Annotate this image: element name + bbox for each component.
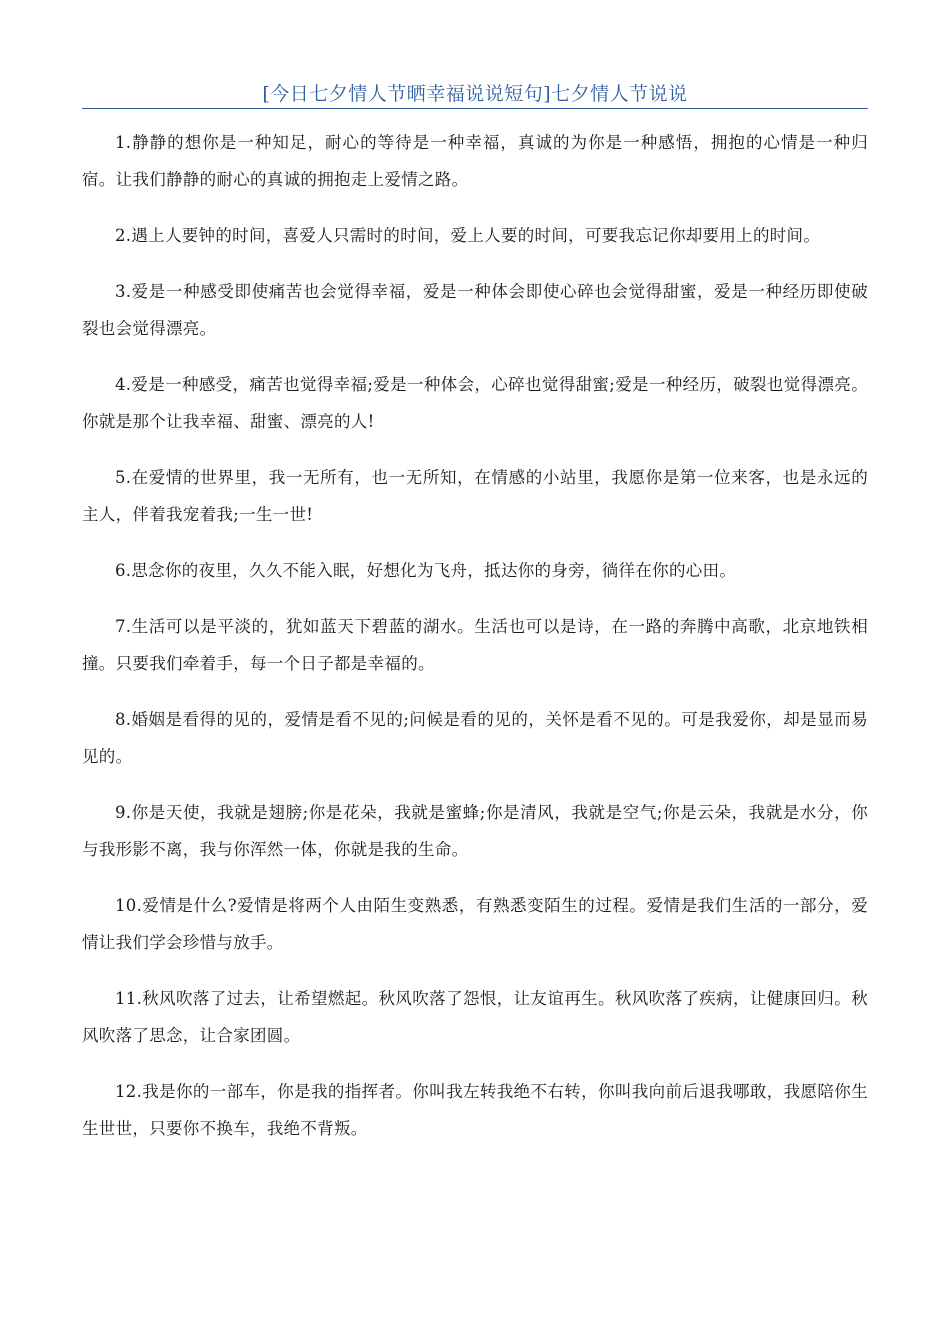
- paragraph-10: 10.爱情是什么?爱情是将两个人由陌生变熟悉，有熟悉变陌生的过程。爱情是我们生活的一部分，爱情让我们学会珍惜与放手。: [82, 896, 868, 952]
- paragraph-4: 4.爱是一种感受，痛苦也觉得幸福;爱是一种体会，心碎也觉得甜蜜;爱是一种经历，破裂也觉得漂亮。你就是那个让我幸福、甜蜜、漂亮的人!: [82, 375, 868, 431]
- paragraph-7: 7.生活可以是平淡的，犹如蓝天下碧蓝的湖水。生活也可以是诗，在一路的奔腾中高歌，北京地铁相撞。只要我们牵着手，每一个日子都是幸福的。: [82, 617, 868, 673]
- paragraph-2: 2.遇上人要钟的时间，喜爱人只需时的时间，爱上人要的时间，可要我忘记你却要用上的时间。: [115, 226, 821, 245]
- paragraph-8: 8.婚姻是看得的见的，爱情是看不见的;问候是看的见的，关怀是看不见的。可是我爱你，却是显而易见的。: [82, 710, 868, 766]
- document-title: [今日七夕情人节晒幸福说说短句]七夕情人节说说: [262, 83, 688, 105]
- document-body: [82, 124, 868, 1166]
- paragraph-12: 12.我是你的一部车，你是我的指挥者。你叫我左转我绝不右转，你叫我向前后退我哪敢，我愿陪你生生世世，只要你不换车，我绝不背叛。: [82, 1082, 868, 1138]
- paragraph-1: 1.静静的想你是一种知足，耐心的等待是一种幸福，真诚的为你是一种感悟，拥抱的心情是一种归宿。让我们静静的耐心的真诚的拥抱走上爱情之路。: [82, 133, 868, 189]
- paragraph-6: 6.思念你的夜里，久久不能入眠，好想化为飞舟，抵达你的身旁，徜徉在你的心田。: [115, 561, 737, 580]
- paragraph-3: 3.爱是一种感受即使痛苦也会觉得幸福，爱是一种体会即使心碎也会觉得甜蜜，爱是一种经历即使破裂也会觉得漂亮。: [82, 282, 868, 338]
- paragraph-11: 11.秋风吹落了过去，让希望燃起。秋风吹落了怨恨，让友谊再生。秋风吹落了疾病，让健康回归。秋风吹落了思念，让合家团圆。: [82, 989, 868, 1045]
- paragraph-9: 9.你是天使，我就是翅膀;你是花朵，我就是蜜蜂;你是清风，我就是空气;你是云朵，我就是水分，你与我形影不离，我与你浑然一体，你就是我的生命。: [82, 803, 868, 859]
- paragraph-5: 5.在爱情的世界里，我一无所有，也一无所知，在情感的小站里，我愿你是第一位来客，也是永远的主人，伴着我宠着我;一生一世!: [82, 468, 868, 524]
- document-header: [82, 80, 868, 109]
